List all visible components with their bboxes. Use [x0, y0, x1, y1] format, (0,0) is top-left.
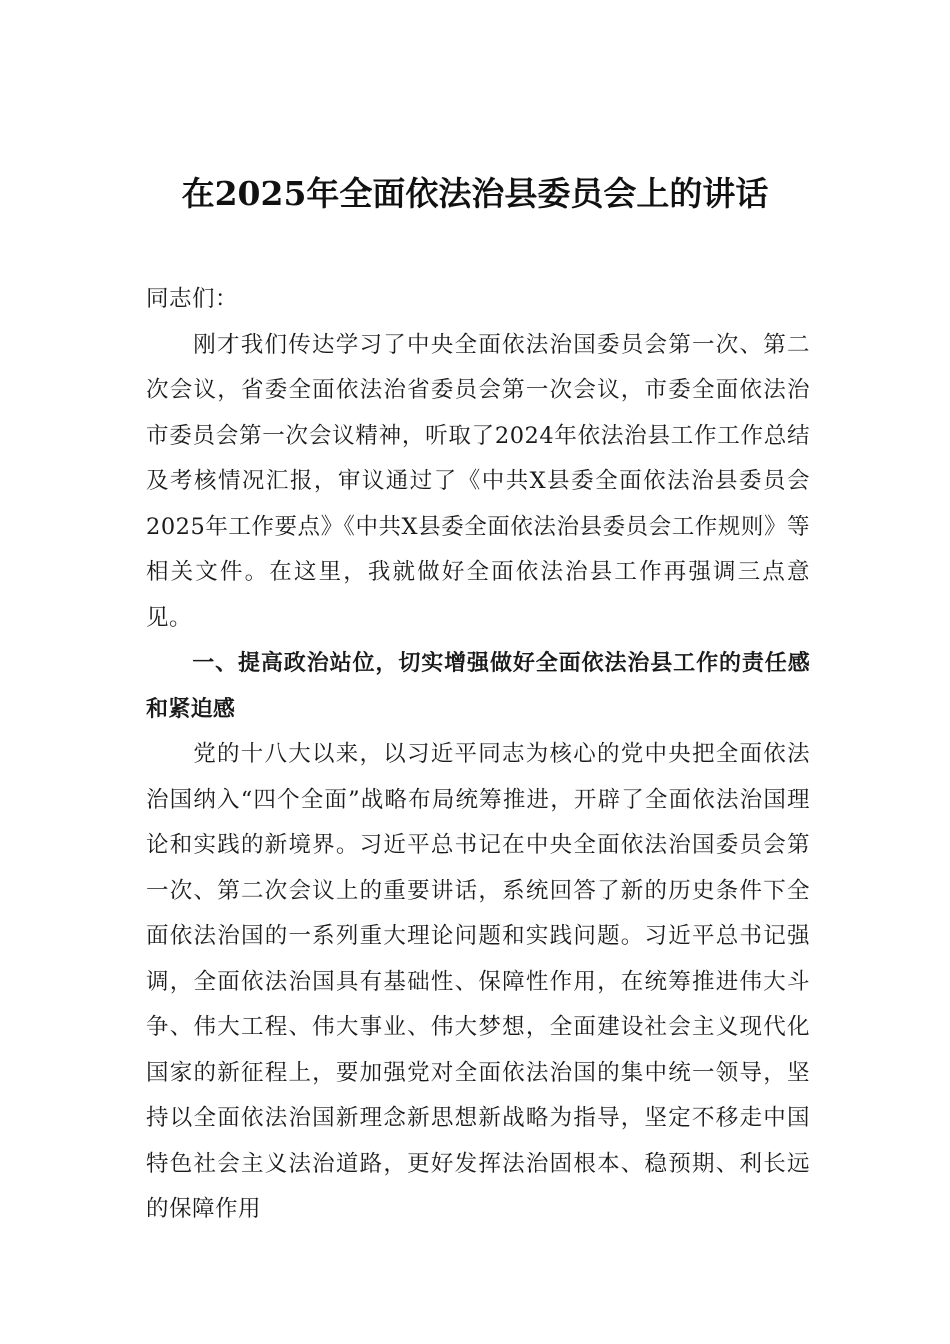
section-heading-1: 一、提高政治站位，切实增强做好全面依法治县工作的责任感和紧迫感 [146, 651, 810, 722]
paragraph-section-1: 党的十八大以来，以习近平同志为核心的党中央把全面依法治国纳入“四个全面”战略布局统筹推进，开辟了全面依法治国理论和实践的新境界。习近平总书记在中央全面依法治国委员会第一次、第二次会议上的重要讲话，系统回答了新的历史条件下全面依法治国的一系列重大理论问题和实践问题。习近平总书记强调，全面依法治国具有基础性、保障性作用，在统筹推进伟大斗争、伟大工程、伟大事业、伟大梦想，全面建设社会主义现代化国家的新征程上，要加强党对全面依法治国的集中统一领导，坚持以全面依法治国新理念新思想新战略为指导，坚定不移走中国特色社会主义法治道路，更好发挥法治固根本、稳预期、利长远的保障作用 [146, 741, 810, 1222]
paragraph-intro: 刚才我们传达学习了中央全面依法治国委员会第一次、第二次会议，省委全面依法治省委员会第一次会议，市委全面依法治市委员会第一次会议精神，听取了2024年依法治县工作工作总结及考核情况汇报，审议通过了《中共X县委全面依法治县委员会2025年工作要点》《中共X县委全面依法治县委员会工作规则》等相关文件。在这里，我就做好全面依法治县工作再强调三点意见。 [146, 331, 810, 631]
document-title: 在2025年全面依法治县委员会上的讲话 [181, 174, 769, 213]
document-body [146, 277, 810, 1233]
salutation: 同志们： [146, 286, 239, 312]
